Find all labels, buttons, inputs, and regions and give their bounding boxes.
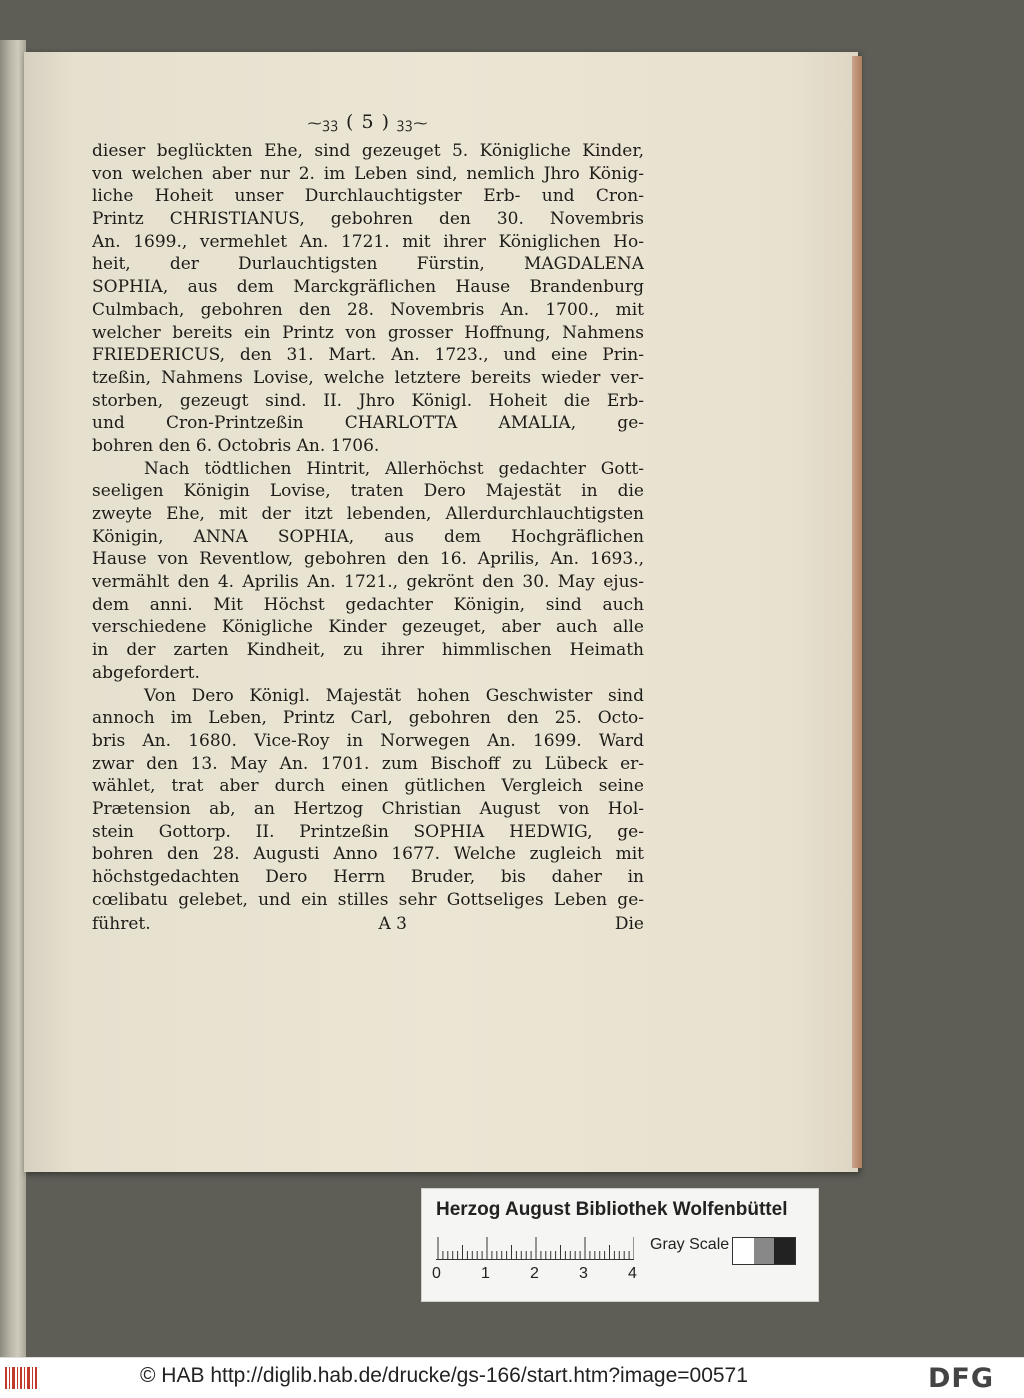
signature-mark: A 3 [378, 914, 407, 935]
text-line: bohren den 28. Augusti Anno 1677. Welche zugleich mit [92, 844, 644, 865]
text-line: bohren den 6. Octobris An. 1706. [92, 435, 380, 456]
text-line: verschiedene Königliche Kinder gezeuget, aber auch alle [92, 617, 644, 638]
text-line: Prætension ab, an Hertzog Christian August von Hol- [92, 798, 644, 819]
text-line: annoch im Leben, Printz Carl, gebohren den 25. Octo- [92, 708, 644, 729]
copyright-link[interactable]: © HAB http://diglib.hab.de/drucke/gs-166/start.htm?image=00571 [140, 1364, 748, 1387]
text-line: An. 1699., vermehlet An. 1721. mit ihrer Königlichen Ho- [92, 231, 644, 252]
text-line: heit, der Durlauchtigsten Fürstin, MAGDALENA [92, 254, 644, 275]
header-ornament-left: ⁓ꝫꝫ [307, 116, 339, 132]
dfg-logo: DFG [928, 1363, 995, 1394]
ruler-number: 0 [432, 1265, 441, 1282]
text-line: und Cron-Printzeßin CHARLOTTA AMALIA, ge- [92, 413, 644, 434]
page-number: ( 5 ) [346, 111, 390, 133]
text-line: Printz CHRISTIANUS, gebohren den 30. Novembris [92, 209, 644, 230]
ruler-ticks [436, 1237, 634, 1259]
ruler-number: 4 [628, 1265, 637, 1282]
gray-scale-swatch [732, 1237, 796, 1265]
gray-scale-label: Gray Scale [650, 1236, 730, 1253]
text-line: Hause von Reventlow, gebohren den 16. Aprilis, An. 1693., [92, 549, 644, 570]
ruler-number: 2 [530, 1265, 539, 1282]
library-color-card [421, 1188, 819, 1302]
library-name: Herzog August Bibliothek Wolfenbüttel [436, 1199, 788, 1220]
text-line: vermählt den 4. Aprilis An. 1721., gekrönt den 30. May ejus- [92, 572, 644, 593]
facing-page-edge [0, 40, 26, 1357]
page-edge [852, 56, 862, 1168]
header-ornament-right: ꝫꝫ⁓ [397, 116, 429, 132]
text-line: stein Gottorp. II. Printzeßin SOPHIA HEDWIG, ge- [92, 821, 644, 842]
page-header [92, 108, 644, 136]
text-line: storben, gezeugt sind. II. Jhro Königl. Hoheit die Erb- [92, 390, 644, 411]
text-line: wählet, trat aber durch einen gütlichen Vergleich seine [92, 776, 644, 797]
text-line: cœlibatu gelebet, und ein stilles sehr Gottseliges Leben ge- [92, 889, 644, 910]
scale-ruler [436, 1237, 634, 1260]
text-line: abgefordert. [92, 662, 200, 683]
text-line: Nach tödtlichen Hintrit, Allerhöchst gedachter Gott- [144, 458, 644, 479]
page-footer [92, 911, 644, 937]
last-word: führet. [92, 914, 151, 935]
text-line: dem anni. Mit Höchst gedachter Königin, sind auch [92, 594, 644, 615]
ruler-number: 1 [481, 1265, 490, 1282]
text-line: Königin, ANNA SOPHIA, aus dem Hochgräflichen [92, 526, 644, 547]
ruler-number: 3 [579, 1265, 588, 1282]
page-text [92, 108, 644, 937]
text-line: tzeßin, Nahmens Lovise, welche letztere bereits wieder ver- [92, 367, 644, 388]
barcode-icon [4, 1364, 40, 1392]
text-line: FRIEDERICUS, den 31. Mart. An. 1723., und eine Prin- [92, 345, 644, 366]
text-line: Von Dero Königl. Majestät hohen Geschwister sind [144, 685, 644, 706]
text-line: dieser beglückten Ehe, sind gezeuget 5. Königliche Kinder, [92, 141, 644, 161]
text-lines [92, 140, 644, 911]
text-line: welcher bereits ein Printz von grosser Hoffnung, Nahmens [92, 322, 644, 343]
text-line: zweyte Ehe, mit der itzt lebenden, Allerdurchlauchtigsten [92, 504, 644, 524]
text-line: höchstgedachten Dero Herrn Bruder, bis daher in [92, 867, 644, 887]
footer-bar [0, 1357, 1024, 1398]
text-line: von welchen aber nur 2. im Leben sind, nemlich Jhro König- [92, 163, 644, 184]
catchword: Die [614, 914, 644, 935]
text-line: liche Hoheit unser Durchlauchtigster Erb- und Cron- [92, 186, 644, 207]
text-line: SOPHIA, aus dem Marckgräflichen Hause Brandenburg [92, 277, 644, 298]
text-line: bris An. 1680. Vice-Roy in Norwegen An. 1699. Ward [92, 730, 644, 751]
text-line: seeligen Königin Lovise, traten Dero Majestät in die [92, 481, 644, 502]
text-line: in der zarten Kindheit, zu ihrer himmlischen Heimath [92, 640, 644, 661]
text-line: zwar den 13. May An. 1701. zum Bischoff zu Lübeck er- [92, 753, 644, 774]
text-line: Culmbach, gebohren den 28. Novembris An. 1700., mit [92, 299, 644, 320]
